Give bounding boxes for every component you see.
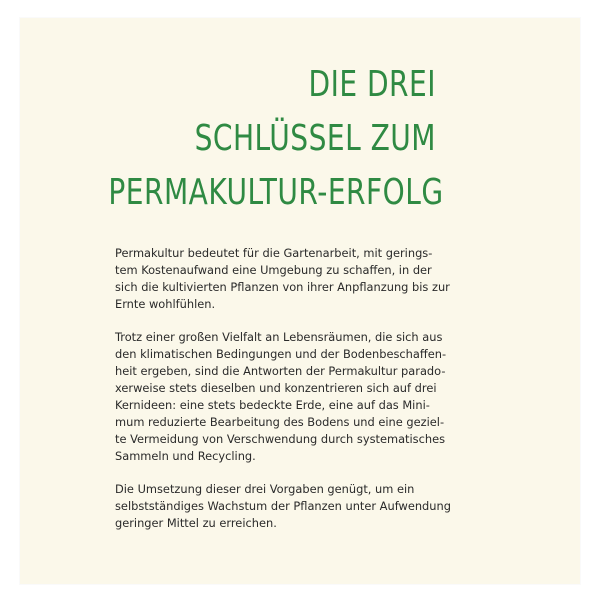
text-line: Ernte wohlfühlen.: [115, 297, 216, 311]
text-line: Permakultur bedeutet für die Gartenarbeit, mit gerings-: [115, 246, 433, 260]
text-line: xerweise stets dieselben und konzentrieren sich auf drei: [115, 381, 437, 395]
paragraph-2: [115, 329, 485, 465]
body-text: [115, 245, 485, 548]
text-line: Sammeln und Recycling.: [115, 449, 256, 463]
text-line: den klimatischen Bedingungen und der Bodenbeschaffen-: [115, 347, 447, 361]
paragraph-3: [115, 481, 485, 532]
text-line: sich die kultivierten Pflanzen von ihrer Anpflanzung bis zur: [115, 280, 450, 294]
page-title: [108, 58, 444, 220]
text-line: mum reduzierte Bearbeitung des Bodens und eine geziel-: [115, 415, 445, 429]
title-line-2: SCHLÜSSEL ZUM: [194, 118, 436, 159]
title-line-1: DIE DREI: [308, 64, 436, 105]
text-line: selbstständiges Wachstum der Pflanzen unter Aufwendung: [115, 499, 451, 513]
text-line: Kernideen: eine stets bedeckte Erde, eine auf das Mini-: [115, 398, 430, 412]
text-line: heit ergeben, sind die Antworten der Permakultur parado-: [115, 364, 446, 378]
text-line: Trotz einer großen Vielfalt an Lebensräumen, die sich aus: [115, 330, 443, 344]
text-line: geringer Mittel zu erreichen.: [115, 516, 277, 530]
text-line: te Vermeidung von Verschwendung durch systematisches: [115, 432, 446, 446]
text-line: Die Umsetzung dieser drei Vorgaben genügt, um ein: [115, 482, 415, 496]
paragraph-1: [115, 245, 485, 313]
title-line-3: PERMAKULTUR-ERFOLG: [108, 172, 444, 213]
text-line: tem Kostenaufwand eine Umgebung zu schaffen, in der: [115, 263, 432, 277]
